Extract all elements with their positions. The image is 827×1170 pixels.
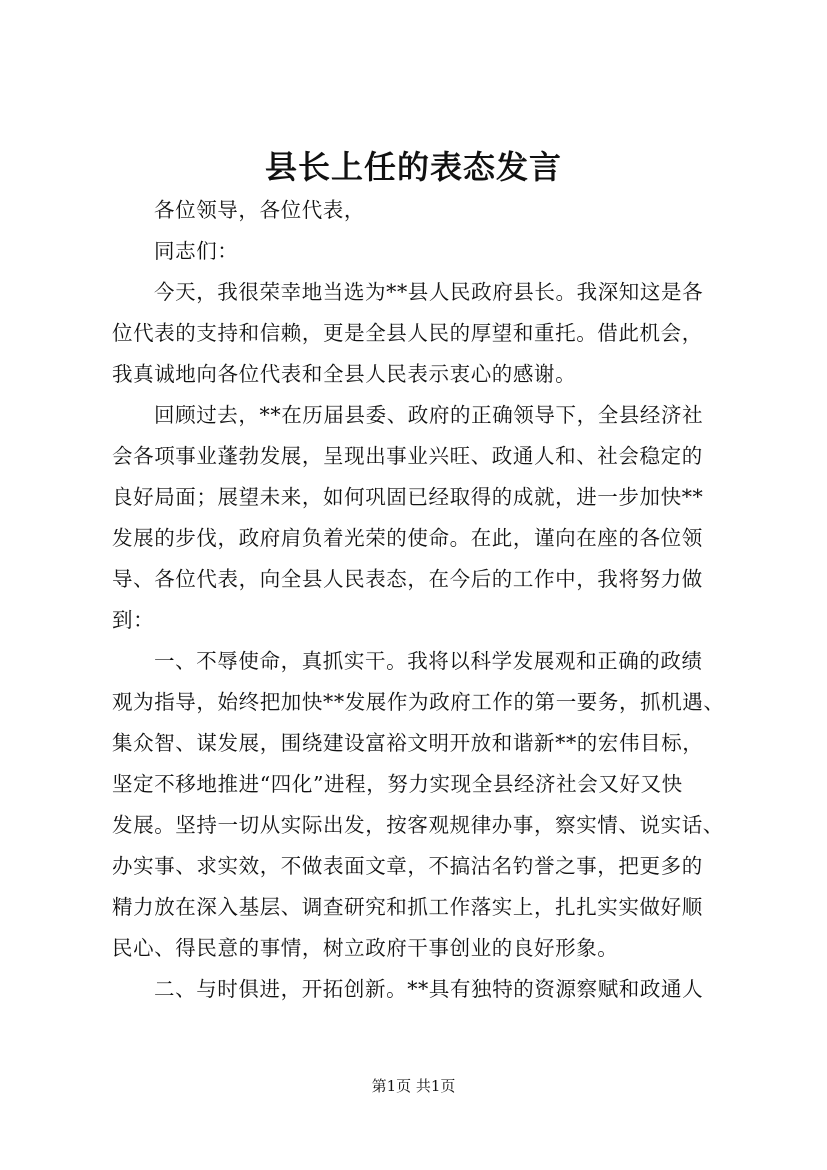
text-line: 集众智、谋发展，围绕建设富裕文明开放和谐新**的宏伟目标， [112,731,704,755]
text-line: 位代表的支持和信赖，更是全县人民的厚望和重托。借此机会， [112,321,703,345]
text-line: 我真诚地向各位代表和全县人民表示衷心的感谢。 [112,362,577,386]
text-line: 会各项事业蓬勃发展，呈现出事业兴旺、政通人和、社会稳定的 [112,444,703,468]
text-line: 二、与时俱进，开拓创新。**具有独特的资源察赋和政通人 [154,977,704,1001]
text-line: 一、不辱使命，真抓实干。我将以科学发展观和正确的政绩 [154,649,703,673]
text-line: 坚定不移地推进“四化”进程，努力实现全县经济社会又好又快 [112,772,683,796]
text-line: 发展的步伐，政府肩负着光荣的使命。在此，谨向在座的各位领 [112,526,703,550]
text-line: 同志们： [154,239,239,263]
text-line: 观为指导，始终把加快**发展作为政府工作的第一要务，抓机遇、 [112,690,725,714]
text-line: 导、各位代表，向全县人民表态，在今后的工作中，我将努力做 [112,567,703,591]
text-line: 民心、得民意的事情，树立政府干事创业的良好形象。 [112,936,619,960]
text-line: 良好局面；展望未来，如何巩固已经取得的成就，进一步加快** [112,485,704,509]
text-line: 今天，我很荣幸地当选为**县人民政府县长。我深知这是各 [154,280,704,304]
document-body [112,190,732,1010]
text-line: 精力放在深入基层、调查研究和抓工作落实上，扎扎实实做好顺 [112,895,703,919]
text-line: 各位领导，各位代表， [154,198,365,222]
text-line: 办实事、求实效，不做表面文章，不搞沽名钓誉之事，把更多的 [112,854,703,878]
page-footer: 第1页 共1页 [371,1077,456,1095]
text-line: 发展。坚持一切从实际出发，按客观规律办事，察实情、说实话、 [112,813,724,837]
text-line: 到： [112,608,155,632]
text-line: 回顾过去，**在历届县委、政府的正确领导下，全县经济社 [154,403,704,427]
document-title: 县长上任的表态发言 [264,148,562,186]
